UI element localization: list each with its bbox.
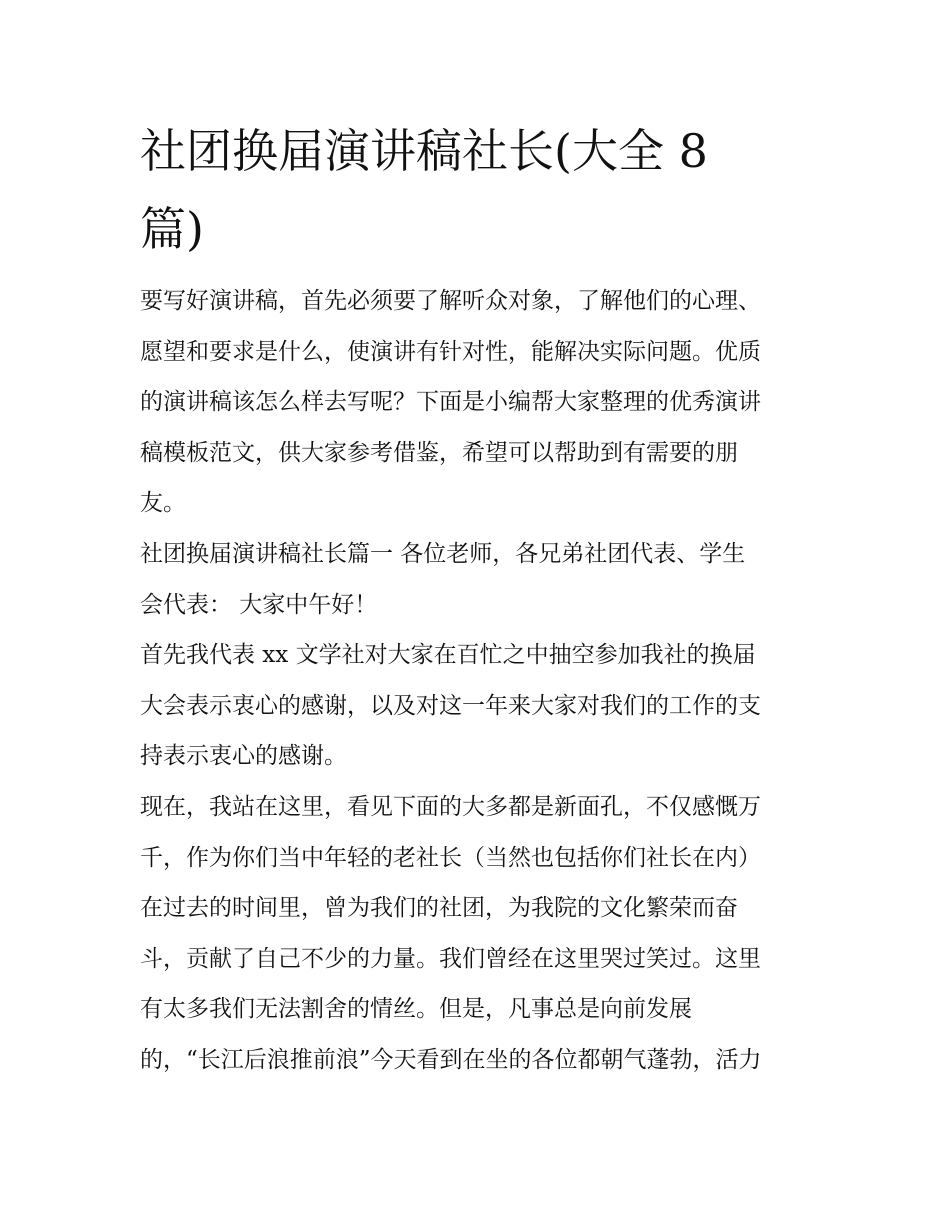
text-line: 要写好演讲稿，首先必须要了解听众对象，了解他们的心理、 [140, 288, 761, 314]
text-line: 的演讲稿该怎么样去写呢？下面是小编帮大家整理的优秀演讲 [140, 389, 761, 416]
paragraph-intro [140, 276, 820, 529]
text-line: 友。 [140, 490, 186, 517]
text-line: 的，“长江后浪推前浪”今天看到在坐的各位都朝气蓬勃，活力 [140, 1046, 762, 1073]
text-line: 有太多我们无法割舍的情丝。但是，凡事总是向前发展 [140, 996, 692, 1023]
text-line: 首先我代表 xx 文学社对大家在百忙之中抽空参加我社的换届 [140, 642, 756, 669]
text-line: 千，作为你们当中年轻的老社长（当然也包括你们社长在内） [140, 844, 761, 871]
text-line: 斗，贡献了自己不少的力量。我们曾经在这里哭过笑过。这里 [140, 945, 761, 972]
text-line: 大会表示衷心的感谢，以及对这一年来大家对我们的工作的支 [140, 692, 761, 719]
text-line: 现在，我站在这里，看见下面的大多都是新面孔，不仅感慨万 [140, 793, 761, 820]
text-line: 愿望和要求是什么，使演讲有针对性，能解决实际问题。优质 [140, 338, 761, 365]
paragraph-reflection [140, 782, 820, 1086]
title-line: 篇) [140, 202, 204, 256]
title-line: 社团换届演讲稿社长(大全 8 [140, 124, 708, 178]
text-line: 社团换届演讲稿社长篇一 各位老师，各兄弟社团代表、学生 [140, 540, 746, 567]
document-title [140, 112, 820, 268]
text-line: 会代表： 大家中午好！ [140, 591, 378, 618]
text-line: 持表示衷心的感谢。 [140, 743, 347, 770]
document-body [140, 276, 820, 1086]
paragraph-greeting [140, 529, 820, 630]
paragraph-thanks [140, 630, 820, 782]
text-line: 在过去的时间里，曾为我们的社团，为我院的文化繁荣而奋 [140, 895, 738, 922]
text-line: 稿模板范文，供大家参考借鉴，希望可以帮助到有需要的朋 [140, 439, 738, 466]
